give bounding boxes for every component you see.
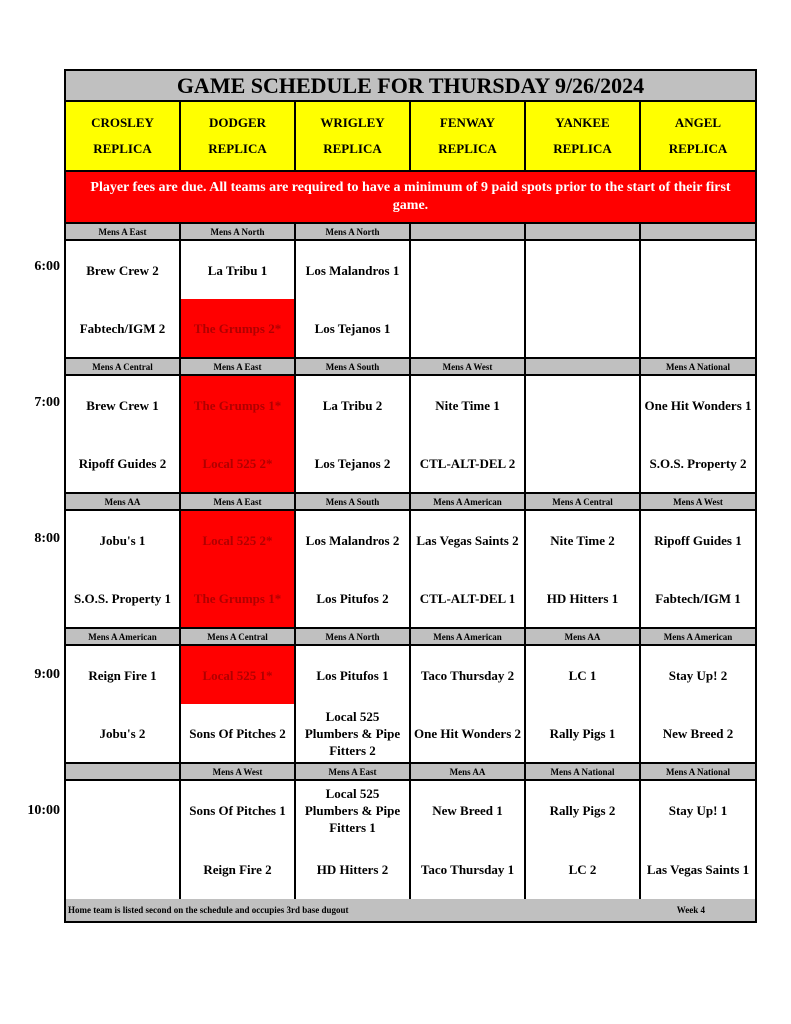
division-row xyxy=(66,764,755,781)
game-cell xyxy=(526,646,641,762)
away-team: Nite Time 2 xyxy=(550,532,615,548)
away-team: La Tribu 1 xyxy=(207,262,268,278)
game-cell xyxy=(66,376,181,492)
division-label: Mens A North xyxy=(181,224,296,239)
home-team: LC 2 xyxy=(568,862,597,877)
home-team xyxy=(526,434,639,492)
game-cell xyxy=(641,241,755,357)
home-team: Las Vegas Saints 1 xyxy=(646,862,750,877)
away-team: Los Malandros 2 xyxy=(305,532,400,548)
game-cell xyxy=(181,781,296,899)
away-team: Stay Up! 2 xyxy=(668,667,728,683)
home-team: Local 525 2* xyxy=(181,434,294,492)
division-label: Mens A National xyxy=(665,361,730,372)
field-sub: REPLICA xyxy=(93,141,152,156)
division-label: Mens A Central xyxy=(181,629,296,644)
game-cell xyxy=(411,376,526,492)
division-label: Mens A American xyxy=(411,629,526,644)
division-label: Mens A American xyxy=(66,629,181,644)
division-label: Mens A West xyxy=(673,496,723,507)
field-name: WRIGLEY xyxy=(320,115,385,130)
time-label: 7:00 xyxy=(34,395,60,410)
game-cell xyxy=(411,781,526,899)
home-team: S.O.S. Property 2 xyxy=(649,455,747,471)
field-header xyxy=(181,102,296,170)
game-cell xyxy=(181,376,296,492)
away-team: One Hit Wonders 1 xyxy=(644,397,752,413)
time-label: 8:00 xyxy=(34,531,60,546)
home-team: HD Hitters 2 xyxy=(316,862,389,877)
division-label: Mens A Central xyxy=(526,494,641,509)
time-label: 6:00 xyxy=(34,259,60,274)
division-row xyxy=(66,494,755,511)
away-team: Sons Of Pitches 1 xyxy=(189,803,286,818)
away-team xyxy=(526,241,639,299)
division-label xyxy=(526,224,641,239)
field-header xyxy=(66,102,181,170)
game-cell xyxy=(296,781,411,899)
schedule-sheet xyxy=(64,69,757,923)
home-team xyxy=(66,840,179,899)
game-cell xyxy=(181,241,296,357)
home-team: Fabtech/IGM 2 xyxy=(79,320,166,336)
division-label: Mens A East xyxy=(66,224,181,239)
division-label xyxy=(526,359,641,374)
division-label xyxy=(641,224,755,239)
home-team: Taco Thursday 1 xyxy=(420,862,515,877)
division-label: Mens A National xyxy=(665,766,730,777)
away-team: New Breed 1 xyxy=(432,803,503,818)
fee-notice-banner: Player fees are due. All teams are required to have a minimum of 9 paid spots prior to the start of their first game. xyxy=(66,172,755,224)
game-cell xyxy=(181,646,296,762)
division-label: Mens A North xyxy=(296,224,411,239)
game-cell xyxy=(526,241,641,357)
home-team: Los Tejanos 2 xyxy=(314,455,391,471)
away-team: LC 1 xyxy=(568,667,597,683)
away-team xyxy=(641,241,755,299)
away-team: Nite Time 1 xyxy=(435,397,500,413)
away-team: Los Malandros 1 xyxy=(305,262,400,278)
field-header xyxy=(296,102,411,170)
field-sub: REPLICA xyxy=(323,141,382,156)
home-team: S.O.S. Property 1 xyxy=(74,590,171,606)
home-team: Fabtech/IGM 1 xyxy=(655,590,741,606)
away-team: Stay Up! 1 xyxy=(668,803,728,818)
division-label: Mens A Central xyxy=(66,359,181,374)
field-name: CROSLEY xyxy=(91,115,154,130)
division-label: Mens A South xyxy=(296,494,411,509)
game-cell xyxy=(641,511,755,627)
division-label: Mens AA xyxy=(526,629,641,644)
home-team: Sons Of Pitches 2 xyxy=(189,725,286,741)
away-team: Local 525 2* xyxy=(181,511,294,569)
home-team xyxy=(641,299,755,357)
division-label: Mens A East xyxy=(181,359,296,374)
field-sub: REPLICA xyxy=(668,141,728,156)
home-team: Rally Pigs 1 xyxy=(549,725,616,741)
away-team: Jobu's 1 xyxy=(99,532,146,548)
game-cell xyxy=(296,241,411,357)
away-team: Taco Thursday 2 xyxy=(420,667,515,683)
field-name: YANKEE xyxy=(555,115,610,130)
game-cell xyxy=(526,781,641,899)
division-label: Mens A North xyxy=(296,629,411,644)
away-team: Ripoff Guides 1 xyxy=(654,532,742,548)
division-row xyxy=(66,629,755,646)
game-cell xyxy=(66,511,181,627)
field-sub: REPLICA xyxy=(438,141,497,156)
game-cell xyxy=(296,646,411,762)
game-cell xyxy=(296,376,411,492)
division-label: Mens A American xyxy=(663,631,733,642)
away-team: Local 525 Plumbers & Pipe Fitters 1 xyxy=(304,786,401,835)
home-team: CTL-ALT-DEL 2 xyxy=(419,455,516,471)
field-sub: REPLICA xyxy=(208,141,267,156)
home-team xyxy=(411,299,524,357)
game-cell xyxy=(526,376,641,492)
field-header xyxy=(526,102,641,170)
away-team xyxy=(411,241,524,299)
away-team: Brew Crew 1 xyxy=(86,397,159,413)
home-team xyxy=(526,299,639,357)
division-label: Mens A West xyxy=(411,359,526,374)
home-team: Jobu's 2 xyxy=(99,725,146,741)
away-team: La Tribu 2 xyxy=(322,397,383,413)
away-team: Brew Crew 2 xyxy=(86,262,159,278)
division-label: Mens A East xyxy=(296,764,411,779)
home-team: One Hit Wonders 2 xyxy=(413,725,522,741)
game-cell xyxy=(411,241,526,357)
home-team: Los Tejanos 1 xyxy=(314,320,391,336)
division-label: Mens AA xyxy=(411,764,526,779)
away-team xyxy=(66,781,179,840)
home-team: Los Pitufos 2 xyxy=(316,590,389,606)
away-team xyxy=(526,376,639,434)
field-header xyxy=(641,102,755,170)
division-label: Mens A American xyxy=(411,494,526,509)
schedule-title: GAME SCHEDULE FOR THURSDAY 9/26/2024 xyxy=(66,71,755,102)
home-team: HD Hitters 1 xyxy=(546,590,619,606)
game-cell xyxy=(411,511,526,627)
away-team: The Grumps 1* xyxy=(181,376,294,434)
game-cell xyxy=(296,511,411,627)
game-row xyxy=(66,646,755,764)
field-header-row xyxy=(66,102,755,172)
field-name: FENWAY xyxy=(439,115,496,130)
field-name: DODGER xyxy=(208,115,267,130)
game-cell xyxy=(641,376,755,492)
field-header xyxy=(411,102,526,170)
away-team: Reign Fire 1 xyxy=(88,667,157,683)
division-label: Mens A South xyxy=(296,359,411,374)
week-label: Week 4 xyxy=(676,905,705,915)
game-cell xyxy=(181,511,296,627)
division-row xyxy=(66,224,755,241)
home-team: The Grumps 2* xyxy=(181,299,294,357)
division-label: Mens A East xyxy=(181,494,296,509)
division-label: Mens AA xyxy=(66,494,181,509)
field-name: ANGEL xyxy=(674,115,722,130)
home-team-note: Home team is listed second on the schedule and occupies 3rd base dugout xyxy=(68,905,349,915)
division-label xyxy=(411,224,526,239)
game-row xyxy=(66,781,755,899)
division-label: Mens A National xyxy=(526,764,641,779)
game-cell xyxy=(411,646,526,762)
away-team: Los Pitufos 1 xyxy=(316,667,389,683)
away-team: Las Vegas Saints 2 xyxy=(416,532,519,548)
home-team: The Grumps 1* xyxy=(181,569,294,627)
division-row xyxy=(66,359,755,376)
footer-row xyxy=(66,899,755,921)
game-row xyxy=(66,376,755,494)
time-label: 10:00 xyxy=(27,803,60,818)
game-cell xyxy=(641,781,755,899)
game-cell xyxy=(641,646,755,762)
time-label: 9:00 xyxy=(34,667,60,682)
game-row xyxy=(66,241,755,359)
away-team: Rally Pigs 2 xyxy=(549,803,616,818)
home-team: Reign Fire 2 xyxy=(203,862,272,877)
home-team: CTL-ALT-DEL 1 xyxy=(419,590,516,606)
game-cell xyxy=(66,646,181,762)
home-team: Ripoff Guides 2 xyxy=(78,455,167,471)
game-cell xyxy=(66,781,181,899)
game-row xyxy=(66,511,755,629)
game-cell xyxy=(66,241,181,357)
division-label: Mens A West xyxy=(181,764,296,779)
division-label xyxy=(66,764,181,779)
away-team: Local 525 1* xyxy=(181,646,294,704)
field-sub: REPLICA xyxy=(553,141,612,156)
game-cell xyxy=(526,511,641,627)
home-team: Local 525 Plumbers & Pipe Fitters 2 xyxy=(304,708,401,758)
home-team: New Breed 2 xyxy=(662,725,734,741)
